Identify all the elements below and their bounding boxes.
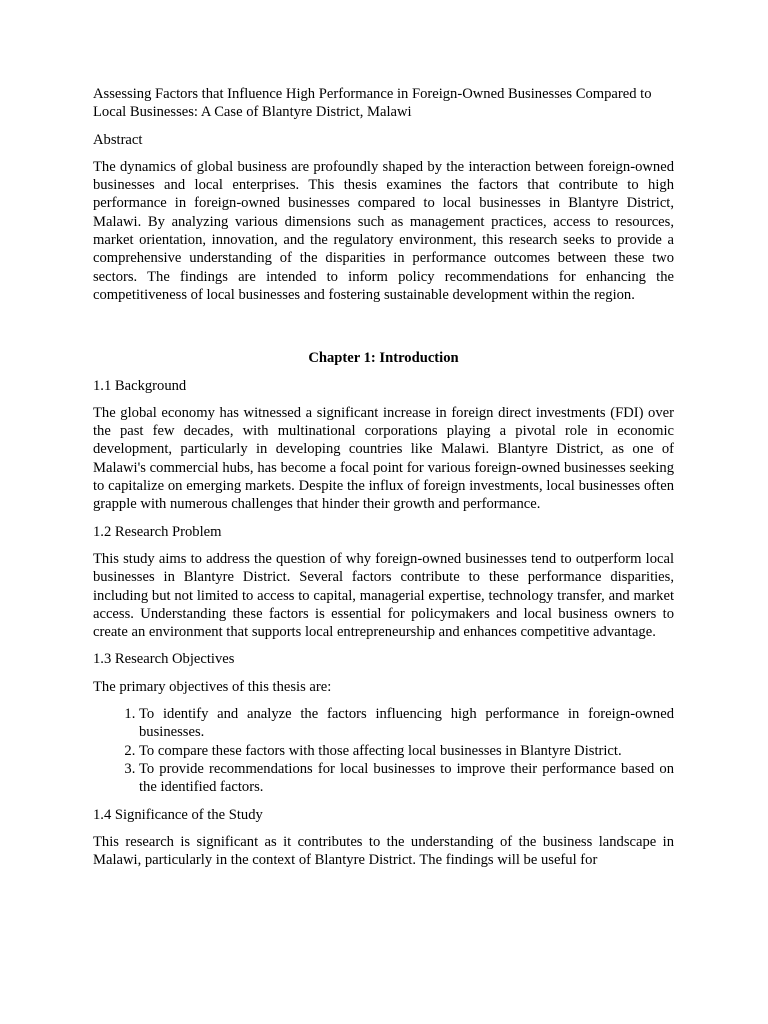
research-problem-text: This study aims to address the question of why foreign-owned businesses tend to outperform local businesses in Blantyre District. Several factors contribute to these performance disparities, including but not limited to access to capital, managerial expertise, technology transfer, and market access. Understanding these factors is essential for policymakers and local business owners to create an environment that supports local entrepreneurship and enhances competitive advantage. <box>93 550 674 641</box>
research-objectives-intro: The primary objectives of this thesis are: <box>93 678 332 695</box>
objective-item: 1. To identify and analyze the factors influencing high performance in foreign-owned businesses. <box>139 705 674 742</box>
objectives-list <box>93 705 674 796</box>
chapter-heading: Chapter 1: Introduction <box>308 350 459 367</box>
research-problem-heading: 1.2 Research Problem <box>93 523 222 540</box>
abstract-heading: Abstract <box>93 131 143 148</box>
document-title: Assessing Factors that Influence High Performance in Foreign-Owned Businesses Compared to Local Businesses: A Case of Blantyre District, Malawi <box>93 86 652 121</box>
objective-item: 3. To provide recommendations for local businesses to improve their performance based on the identified factors. <box>139 760 674 797</box>
significance-heading: 1.4 Significance of the Study <box>93 806 263 823</box>
abstract-text: The dynamics of global business are profoundly shaped by the interaction between foreign-owned businesses and local enterprises. This thesis examines the factors that contribute to high performance in foreign-owned businesses compared to local businesses in Blantyre District, Malawi. By analyzing various dimensions such as management practices, access to resources, market orientation, innovation, and the regulatory environment, this research seeks to provide a comprehensive understanding of the disparities in performance outcomes between these two sectors. The findings are intended to inform policy recommendations for enhancing the competitiveness of local businesses and fostering sustainable development within the region. <box>93 158 674 303</box>
document-page <box>93 85 674 878</box>
background-heading: 1.1 Background <box>93 377 187 394</box>
section-spacer <box>93 313 674 349</box>
significance-text: This research is significant as it contributes to the understanding of the business landscape in Malawi, particularly in the context of Blantyre District. The findings will be useful for <box>93 833 674 869</box>
background-text: The global economy has witnessed a significant increase in foreign direct investments (FDI) over the past few decades, with multinational corporations playing a pivotal role in economic development, particularly in developing countries like Malawi. Blantyre District, as one of Malawi's commercial hubs, has become a focal point for various foreign-owned businesses seeking to capitalize on emerging markets. Despite the influx of foreign investments, local businesses often grapple with numerous challenges that hinder their growth and performance. <box>93 404 674 513</box>
objective-item: 2. To compare these factors with those affecting local businesses in Blantyre District. <box>139 742 674 760</box>
research-objectives-heading: 1.3 Research Objectives <box>93 651 235 668</box>
